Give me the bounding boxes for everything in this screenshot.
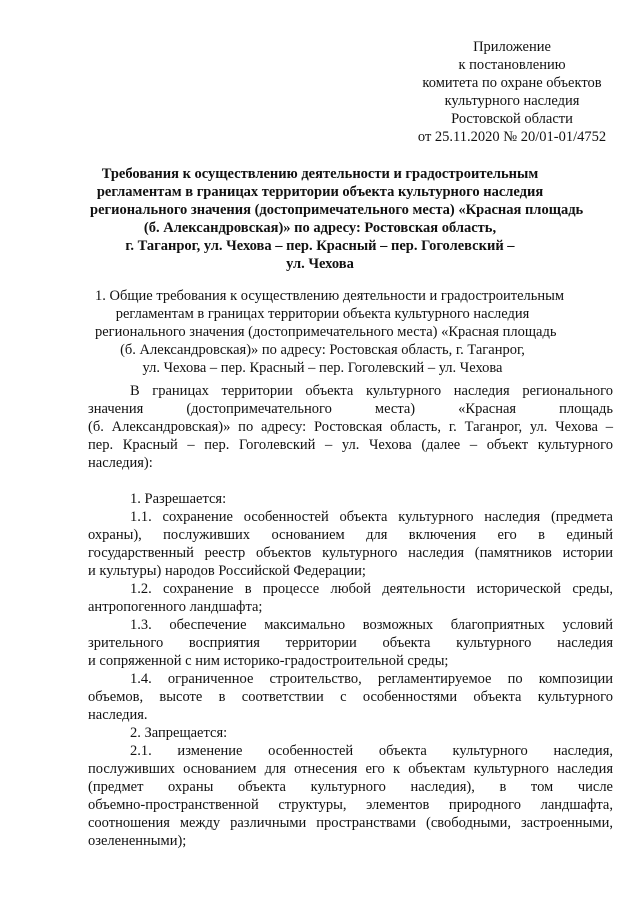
intro-line: В границах территории объекта культурного наследия регионального — [130, 383, 613, 399]
item-line: 1.3. обеспечение максимально возможных благоприятных условий — [130, 617, 613, 633]
header-line: культурного наследия — [444, 93, 580, 109]
allowed-heading-paragraph — [88, 490, 613, 508]
header-line: от 25.11.2020 № 20/01-01/4752 — [417, 129, 607, 145]
item-line: и культуры) народов Российской Федерации; — [88, 563, 366, 579]
header-line: Приложение — [473, 39, 551, 55]
section-heading-line: 1. Общие требования к осуществлению деятельности и градостроительным — [95, 288, 565, 304]
header-line: к постановлению — [458, 57, 566, 73]
item-line: объемно-пространственной структуры, элементов природного ландшафта, — [88, 797, 613, 813]
item-1-1 — [88, 508, 613, 580]
section-heading-line: ул. Чехова – пер. Красный – пер. Гоголевский – ул. Чехова — [142, 360, 503, 376]
intro-line: значения (достопримечательного места) «Красная площадь — [88, 401, 613, 417]
intro-line: пер. Красный – пер. Гоголевский – ул. Чехова (далее – объект культурного — [88, 437, 613, 453]
item-1-4 — [88, 670, 613, 724]
item-line: 2.1. изменение особенностей объекта культурного наследия, — [130, 743, 613, 759]
title-line: г. Таганрог, ул. Чехова – пер. Красный – пер. Гоголевский – — [125, 238, 515, 254]
title-line: (б. Александровская)» по адресу: Ростовская область, — [143, 220, 497, 236]
header-line: комитета по охране объектов — [422, 75, 602, 91]
prohibited-heading: 2. Запрещается: — [130, 725, 228, 741]
section-heading-line: (б. Александровская)» по адресу: Ростовская область, г. Таганрог, — [120, 342, 525, 358]
appendix-header — [392, 38, 632, 146]
document-title — [90, 165, 584, 273]
item-2-1 — [88, 742, 613, 850]
item-line: соотношения между различными пространствами (свободными, застроенными, — [88, 815, 613, 831]
title-line: Требования к осуществлению деятельности и градостроительным — [101, 166, 539, 182]
item-line: государственный реестр объектов культурного наследия (памятников истории — [88, 545, 613, 561]
section-heading-line: регламентам в границах территории объекта культурного наследия — [115, 306, 530, 322]
document-body — [88, 382, 613, 850]
item-line: послуживших основанием для отнесения его к объектам культурного наследия — [88, 761, 613, 777]
item-line: озелененными); — [88, 833, 187, 849]
header-line: Ростовской области — [451, 111, 573, 127]
intro-line: наследия): — [88, 455, 153, 471]
allowed-heading: 1. Разрешается: — [130, 491, 227, 507]
prohibited-heading-paragraph — [88, 724, 613, 742]
title-line: регламентам в границах территории объекта культурного наследия — [96, 184, 544, 200]
item-1-2 — [88, 580, 613, 616]
intro-line: (б. Александровская)» по адресу: Ростовская область, г. Таганрог, ул. Чехова – — [88, 419, 613, 435]
item-line: 1.4. ограниченное строительство, регламентируемое по композиции — [130, 671, 613, 687]
item-line: 1.2. сохранение в процессе любой деятельности исторической среды, — [130, 581, 613, 597]
item-1-3 — [88, 616, 613, 670]
item-line: (предмет охраны объекта культурного наследия), в том числе — [88, 779, 613, 795]
item-line: и сопряженной с ним историко-градостроительной среды; — [88, 653, 449, 669]
section-heading — [95, 287, 565, 377]
item-line: охраны), послуживших основанием для включения его в единый — [88, 527, 613, 543]
item-line: наследия. — [88, 707, 148, 723]
section-heading-line: регионального значения (достопримечательного места) «Красная площадь — [95, 324, 557, 340]
item-line: объемов, высоте в соответствии с особенностями объекта культурного — [88, 689, 613, 705]
item-line: 1.1. сохранение особенностей объекта культурного наследия (предмета — [130, 509, 613, 525]
item-line: антропогенного ландшафта; — [88, 599, 263, 615]
intro-paragraph — [88, 382, 613, 472]
title-line: ул. Чехова — [286, 256, 354, 272]
title-line: регионального значения (достопримечательного места) «Красная площадь — [90, 202, 584, 218]
item-line: зрительного восприятия территории объекта культурного наследия — [88, 635, 613, 651]
